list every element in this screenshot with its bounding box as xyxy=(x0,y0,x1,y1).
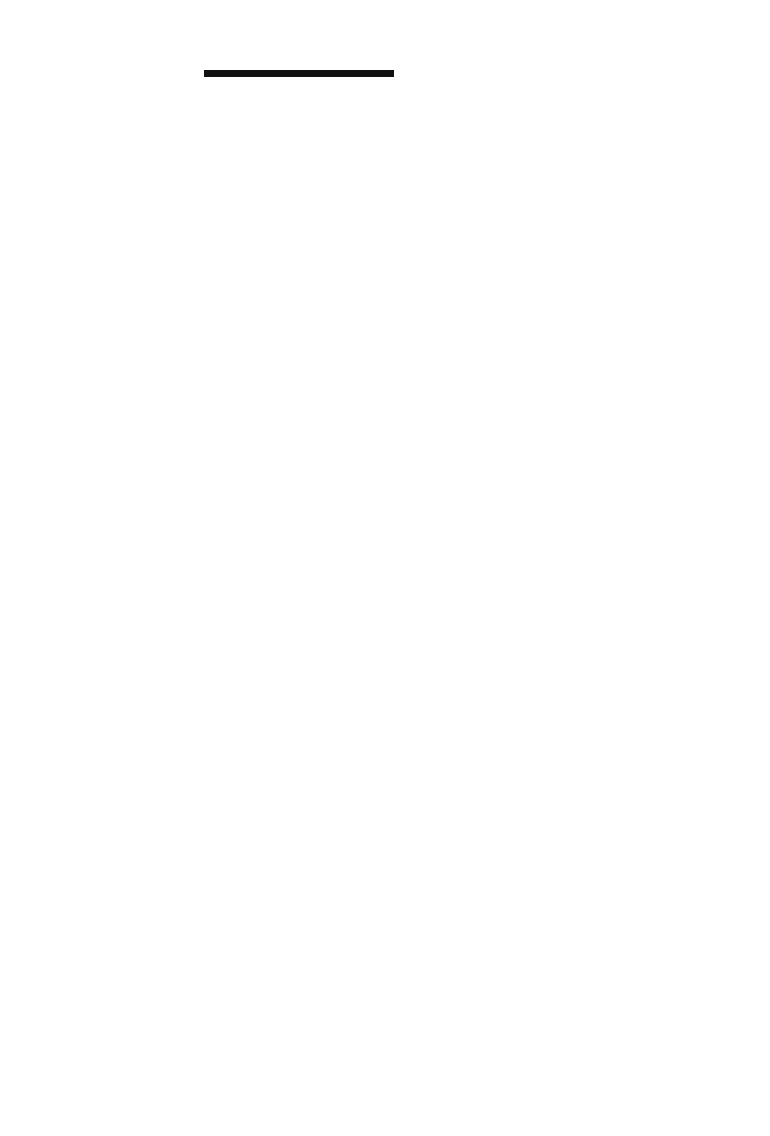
pull-quote xyxy=(204,70,394,85)
left-column xyxy=(72,66,394,1036)
right-column xyxy=(398,66,728,1036)
page-footer xyxy=(72,1116,96,1129)
